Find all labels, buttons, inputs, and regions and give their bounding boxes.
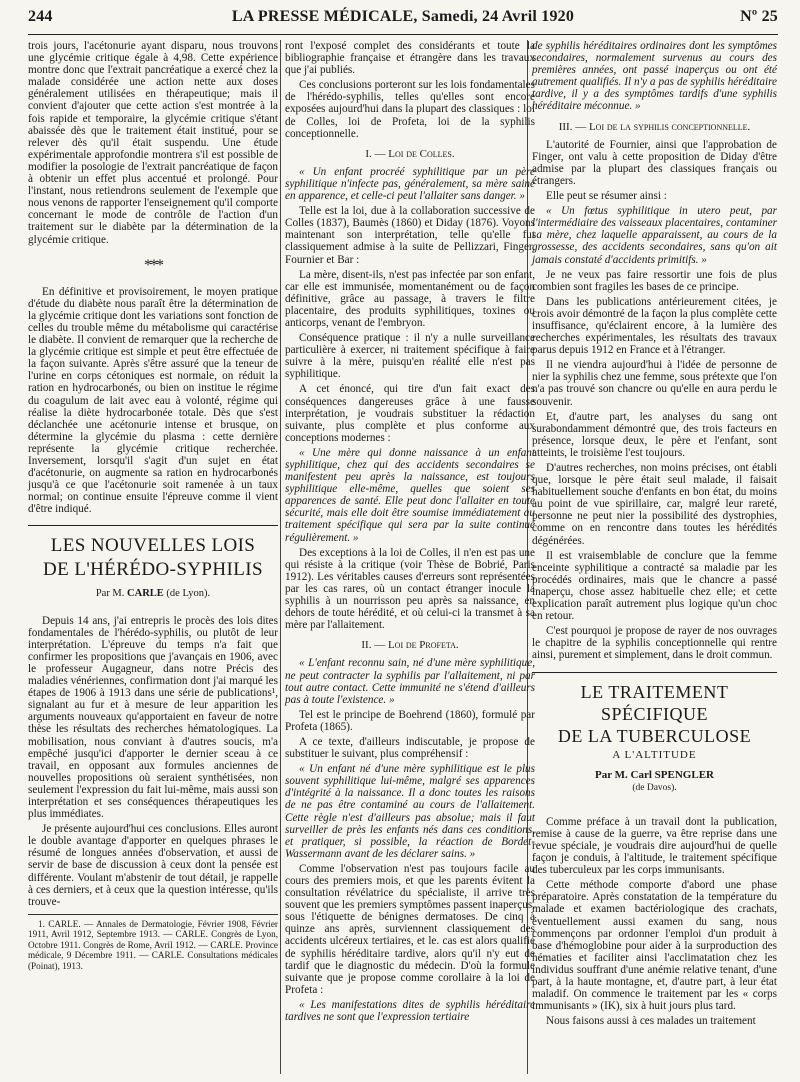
journal-title: LA PRESSE MÉDICALE, Samedi, 24 Avril 1920 [231, 8, 575, 25]
paragraph: Dans les publications antérieurement citées, je crois avoir démontré de la façon la plus complète cette insuffisance, qu'éclairent encore, à la lumière des recherches expérimentales, les résultats des travaux parus depuis 1912 en France et à l'étranger. [532, 295, 777, 357]
section-heading: I. — Loi de Colles. [365, 147, 455, 160]
paragraph: Telle est la loi, due à la collaboration successive de Colles (1837), Baumès (1860) et Diday (1876). Voyons maintenant son interprétation, telle qu'elle fut classiquement admise à la suite de Pellizzari, Finger, Fournier et Bar : [285, 205, 535, 266]
column-divider [280, 40, 281, 1074]
article-title-line: DE L'HÉRÉDO-SYPHILIS [43, 559, 263, 581]
footnote-text: 1. CARLE. — Annales de Dermatologie, Février 1908, Février 1911, Avril 1912, Septembre 1913. — CARLE. Congrès de Lyon, Octobre 1911. Congrès de Rome, Avril 1912. — CARLE. Province médicale, 9 Décembre 1911. — CARLE. Consultations médicales (Poinat), 1913. [28, 918, 278, 971]
article-separator [28, 525, 278, 526]
article-subtitle: A L'ALTITUDE [612, 748, 697, 761]
quoted-law: « Les manifestations dites de syphilis héréditaire tardives ne sont que l'expression tertiaire [285, 998, 535, 1024]
article-byline: Par M. Carl SPENGLER [595, 768, 714, 781]
paragraph: Je présente aujourd'hui ces conclusions. Elles auront le double avantage d'apporter en quelques phrases le résumé de longues années d'observation, et aussi de servir de base de discussion à ceux dont la pensée est différente. Voulant m'abstenir de tout détail, je rappelle à ces derniers, et à ceux que la question intéresse, qu'ils trouve- [28, 823, 278, 908]
quoted-law: « Un enfant né d'une mère syphilitique est le plus souvent syphilitique lui-même, malgré ses apparences d'intégrité à la naissance. Il a donc toutes les raisons de ne pas être contaminé au cours de l'allaitement. Cette règle n'est d'ailleurs pas absolue; mais il faut surveiller de près les enfants nés dans ces conditions, et pratiquer, si possible, la réaction de Bordet-Wassermann avant de les déclarer sains. » [285, 763, 535, 860]
quoted-law: « L'enfant reconnu sain, né d'une mère syphilitique, ne peut contracter la syphilis par l'allaitement, ni par tout autre contact. Cette immunité ne s'étend d'ailleurs pas à toute l'existence. » [285, 657, 535, 706]
paragraph: Et, d'autre part, les analyses du sang ont surabondamment démontré que, des trois facteurs en présence, lorsque deux, le père et l'enfant, sont atteints, le troisième l'est toujours. [532, 410, 777, 459]
byline-prefix: Par M. [95, 588, 125, 600]
column-1 [28, 40, 278, 971]
column-2 [285, 40, 535, 1026]
paragraph: Conséquence pratique : il n'y a nulle surveillance particulière à exercer, ni traitement spécifique à faire suivre à la mère, puisqu'en réalité elle n'est pas syphilitique. [285, 332, 535, 381]
header-rule [28, 34, 778, 35]
paragraph: Elle peut se résumer ainsi : [546, 190, 667, 203]
paragraph: Comme préface à un travail dont la publication, remise à cause de la guerre, va être reprise dans une revue spéciale, je voudrais dire aujourd'hui de quelle façon je conduis, à l'altitude, le traitement spécifique des tuberculeux par les corps immunisants. [532, 815, 777, 877]
paragraph: Je ne veux pas faire ressortir une fois de plus combien sont fragiles les bases de ce principe. [532, 268, 777, 293]
page-number: 244 [28, 8, 53, 25]
article-title-line: DE LA TUBERCULOSE [557, 725, 752, 746]
author-name: CARLE [127, 588, 164, 600]
paragraph: L'autorité de Fournier, ainsi que l'approbation de Finger, ont valu à cette proposition de Diday d'être admise par la plupart des classiques français ou étrangers. [532, 138, 777, 187]
quoted-law: « Un enfant procréé syphilitique par un père syphilitique n'infecte pas, généralement, sa mère saine en apparence, et celle-ci peut l'allaiter sans danger. » [285, 165, 535, 203]
article-title-line: LES NOUVELLES LOIS [50, 535, 256, 557]
section-heading: II. — Loi de Profeta. [361, 639, 459, 652]
paragraph: Il ne viendra aujourd'hui à l'idée de personne de nier la syphilis chez une femme, sous prétexte que l'on n'a pas trouvé son chancre ou qu'elle en aura perdu le souvenir. [532, 359, 777, 408]
paragraph: Des exceptions à la loi de Colles, il n'en est pas une qui résiste à la critique (voir Thèse de Bobrié, Paris 1912). Les véritables causes d'erreurs sont représentées par les cas rares, où un contact étranger inocule la syphilis à un nourrisson peu après sa naissance, en dehors de toute hérédité, et où celui-ci la transmet à sa mère par l'allaitement. [285, 546, 535, 632]
section-break-asterisks: *** [144, 256, 162, 274]
paragraph: En définitive et provisoirement, le moyen pratique d'étude du diabète nous paraît être la détermination de la glycémie critique dont les variations sont fonction de celles du trouble même du métabolisme qui caractérise le diabète. Il convient de remarquer que la recherche de la glycémie critique est simple et peut être effectuée de la façon suivante. Après s'être assuré que la teneur de l'urine en corps cétoniques est normale, on réduit la ration en hydrocarbonés, ou bien on institue le régime du coagulum de lait avec eau à volonté, régime qui réalise la diète hydrocarbonée totale. Dès que s'est déclanchée une acétonurie intense et brusque, on détermine la glycémie du plasma : cette dernière représente la glycémie critique recherchée. Inversement, lorsqu'il s'agit d'un sujet en état d'acétonurie, on augmente sa ration en hydrocarbonés jusqu'à ce que l'acétonurie soit ramenée à un taux normal; on continue ensuite l'épreuve comme il vient d'être indiqué. [28, 285, 278, 516]
quoted-law: « Une mère qui donne naissance à un enfant syphilitique, chez qui des accidents secondaires se manifestent peu après la naissance, est toujours syphilitique elle-même, quelles que soient ses apparences de santé. Elle peut donc l'allaiter en toute sécurité, mais elle doit être soumise immédiatement au traitement spécifique qui sera par la suite continué régulièrement. » [285, 446, 535, 544]
column-3 [532, 40, 777, 1030]
paragraph: trois jours, l'acétonurie ayant disparu, nous trouvons une glycémie critique égale à 4,98. Cette expérience montre donc que l'extrait pancréatique a exercé chez la malade considérée une action nette aux doses généralement utilisées en thérapeutique; mais il convient d'ajouter que cette action s'est montrée à la fois rapide et temporaire, la glycémie critique s'étant abaissée dès que le traitement était institué, pour se relever dès qu'il était suspendu. Une étude expérimentale approfondie montrera s'il est possible de modifier la posologie de l'extrait pancréatique de façon à obtenir un effet plus accentué et prolongé. Pour l'instant, nous retiendrons seulement de l'exemple que nous venons de rapporter l'enseignement qu'il comporte concernant le mode de contrôle de l'action d'un traitement sur le diabète par la détermination de la glycémie critique. [28, 40, 278, 246]
article-title-line: LE TRAITEMENT SPÉCIFIQUE [580, 681, 729, 724]
issue-number: Nº 25 [740, 8, 778, 25]
author-location: (de Davos). [632, 782, 677, 793]
paragraph: Ces conclusions porteront sur les lois fondamentales de l'hérédo-syphilis, telles qu'elles sont encore exposées aujourd'hui dans la plupart des classiques : loi de Colles, loi de Profeta, loi de la syphilis conceptionnelle. [285, 79, 535, 140]
section-heading: III. — Loi de la syphilis conceptionnelle. [558, 120, 751, 133]
article-title [28, 534, 278, 582]
article-title [532, 681, 777, 747]
footnote [28, 914, 278, 972]
paragraph: Il est vraisemblable de conclure que la femme enceinte syphilitique a contracté sa maladie par les procédés ordinaires, mais que le chancre a passé inaperçu, chose assez habituelle chez elle; et cette explication paraît autrement plus logique qu'un choc en retour. [532, 549, 777, 623]
author-location: (de Lyon). [166, 588, 211, 600]
paragraph: Tel est le principe de Boehrend (1860), formulé par Profeta (1865). [285, 708, 535, 733]
quoted-law: de syphilis héréditaires ordinaires dont les symptômes secondaires, normalement survenus au cours des premières années, ont passé inaperçus ou ont été autrement qualifiés. Il n'y a pas de syphilis héréditaire tardive, il y a des symptômes tardifs d'une syphilis héréditaire méconnue. » [532, 40, 777, 113]
paragraph: Nous faisons aussi à ces malades un traitement [546, 1015, 756, 1028]
paragraph: Depuis 14 ans, j'ai entrepris le procès des lois dites fondamentales de l'hérédo-syphilis, ou plutôt de leur interprétation. L'épreuve du temps n'a fait que confirmer les propositions que j'avançais en 1906, avec le professeur Augagneur, dans notre Précis des maladies vénériennes, confirmation dont j'ai marqué les étapes de 1906 à 1913 dans une série de publications¹, signalant au fur et à mesure de leur apparition les arguments nouveaux qu'apportaient en faveur de notre thèse les résultats des recherches hématologiques. La mobilisation, nous conviant à d'autres soucis, m'a empêché jusqu'ici d'apporter le dernier sceau à ce travail, en opposant aux formules anciennes de nouvelles propositions où seraient synthétisées, non seulement l'expression du fait lui-même, mais aussi son interprétation et ses conséquences thérapeutiques les plus immédiates. [28, 614, 278, 821]
paragraph: D'autres recherches, non moins précises, ont établi que, lorsque le père était seul malade, il faisait habituellement souche d'enfants en bon état, du moins au point de vue spirillaire, car, malgré leur rareté, personne ne peut nier la possibilité des dystrophies, comme on en rencontre dans toutes les hérédités dégénérées. [532, 462, 777, 547]
paragraph: A cet énoncé, qui tire d'un fait exact des conséquences dangereuses grâce à une fausse interprétation, je voudrais substituer la rédaction suivante, plus complète et plus conforme aux conceptions modernes : [285, 383, 535, 444]
paragraph: A ce texte, d'ailleurs indiscutable, je propose de substituer le suivant, plus compréhensif : [285, 735, 535, 761]
paragraph: Comme l'observation n'est pas toujours facile au cours des premiers mois, et que les parents évitent la consultation révélatrice du spécialiste, il arrive très souvent que les premiers symptômes passent inaperçus, sous l'étiquette de bénignes dermatoses. De cinq à quinze ans après, surviennent classiquement des accidents ulcéreux tertiaires, et le. cas est alors qualifié de syphilis héréditaire tardive, alors qu'il n'y eut de tardif que le diagnostic du médecin. D'où la formule suivante que je propose comme corollaire à la loi de Profeta : [285, 862, 535, 996]
paragraph: C'est pourquoi je propose de rayer de nos ouvrages le chapitre de la syphilis conceptionnelle qui rentre ainsi, purement et simplement, dans le droit commun. [532, 625, 777, 662]
paragraph: La mère, disent-ils, n'est pas infectée par son enfant, car elle est immunisée, momentanément ou de façon définitive, grâce au passage, à travers le filtre placentaire, des produits syphilitiques, toxines ou anticorps, venant de l'embryon. [285, 268, 535, 329]
article-separator [532, 672, 777, 673]
paragraph: ront l'exposé complet des considérants et toute la bibliographie française et étrangère dans les travaux que j'ai publiés. [285, 40, 535, 77]
quoted-law: « Un fœtus syphilitique in utero peut, par l'intermédiaire des vaisseaux placentaires, contaminer sa mère, chez laquelle apparaissent, au cours de la grossesse, des accidents secondaires, sans qu'on ait jamais constaté d'accidents primitifs. » [532, 205, 777, 266]
article-byline [28, 588, 278, 600]
paragraph: Cette méthode comporte d'abord une phase préparatoire. Après constatation de la température du malade et examen bactériologique des crachats, éventuellement aussi examen du sang, nous commençons par ordonner l'emploi d'un produit à base d'hémoglobine pour aider à la surproduction des hématies et faciliter ainsi l'acclimatation chez les individus souffrant d'une anémie relative tenant, d'une part, à la haute montagne, et, d'autre part, à leur état maladif. On commence le traitement par les « corps immunisants » (IK), six à huit jours plus tard. [532, 879, 777, 1013]
page-header [28, 8, 778, 30]
